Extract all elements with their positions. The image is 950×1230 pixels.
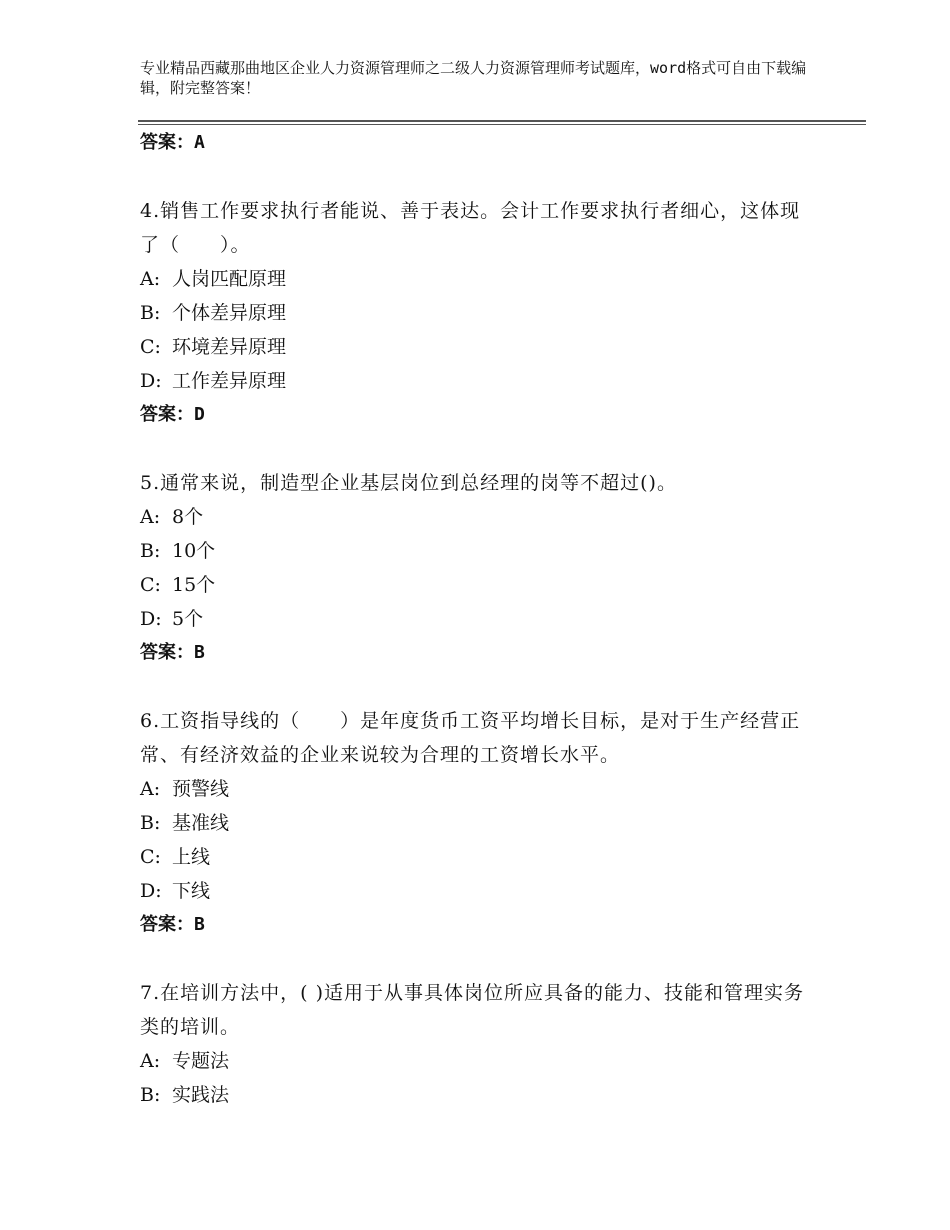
option-text: 8个 (172, 506, 204, 528)
option-text: 上线 (172, 846, 211, 868)
question-item (140, 194, 820, 432)
option-a (140, 262, 820, 296)
question-item (140, 976, 820, 1112)
option-c (140, 840, 820, 874)
option-letter: B: (140, 302, 161, 324)
option-letter: C: (140, 846, 161, 868)
option-text: 预警线 (172, 778, 230, 800)
option-text: 人岗匹配原理 (172, 268, 287, 290)
option-text: 基准线 (172, 812, 230, 834)
option-b (140, 1078, 820, 1112)
option-text: 个体差异原理 (172, 302, 287, 324)
answer-line: 答案：B (140, 914, 205, 935)
option-a (140, 1044, 820, 1078)
question-text: 7.在培训方法中，( )适用于从事具体岗位所应具备的能力、技能和管理实务类的培训。 (140, 982, 804, 1038)
header-divider-thin (138, 124, 866, 125)
option-letter: A: (140, 506, 161, 528)
question-item (140, 466, 820, 670)
option-b (140, 534, 820, 568)
option-letter: A: (140, 778, 161, 800)
option-text: 专题法 (172, 1050, 230, 1072)
option-letter: A: (140, 1050, 161, 1072)
option-d (140, 364, 820, 398)
option-text: 实践法 (172, 1084, 230, 1106)
option-text: 环境差异原理 (172, 336, 287, 358)
answer-line: 答案：A (140, 132, 205, 153)
answer-line: 答案：B (140, 642, 205, 663)
option-b (140, 806, 820, 840)
option-d (140, 874, 820, 908)
option-text: 5个 (172, 608, 204, 630)
question-text: 5.通常来说，制造型企业基层岗位到总经理的岗等不超过()。 (140, 472, 677, 494)
option-letter: D: (140, 608, 162, 630)
option-letter: D: (140, 370, 162, 392)
option-letter: B: (140, 812, 161, 834)
option-letter: D: (140, 880, 162, 902)
option-text: 下线 (172, 880, 211, 902)
option-text: 工作差异原理 (172, 370, 287, 392)
option-letter: B: (140, 1084, 161, 1106)
page-header (140, 58, 830, 98)
option-letter: B: (140, 540, 161, 562)
option-c (140, 330, 820, 364)
header-divider (138, 120, 866, 122)
document-title: 专业精品西藏那曲地区企业人力资源管理师之二级人力资源管理师考试题库，word格式可自由下载编辑，附完整答案！ (140, 59, 807, 97)
option-c (140, 568, 820, 602)
question-text: 4.销售工作要求执行者能说、善于表达。会计工作要求执行者细心，这体现了（ ）。 (140, 200, 801, 256)
question-list (140, 126, 820, 1112)
option-b (140, 296, 820, 330)
option-letter: C: (140, 336, 161, 358)
question-item (140, 704, 820, 942)
option-a (140, 772, 820, 806)
option-letter: A: (140, 268, 161, 290)
option-text: 10个 (172, 540, 216, 562)
answer-line: 答案：D (140, 404, 205, 425)
option-d (140, 602, 820, 636)
option-letter: C: (140, 574, 161, 596)
question-text: 6.工资指导线的（ ）是年度货币工资平均增长目标，是对于生产经营正常、有经济效益的企业来说较为合理的工资增长水平。 (140, 710, 801, 766)
option-a (140, 500, 820, 534)
option-text: 15个 (172, 574, 216, 596)
